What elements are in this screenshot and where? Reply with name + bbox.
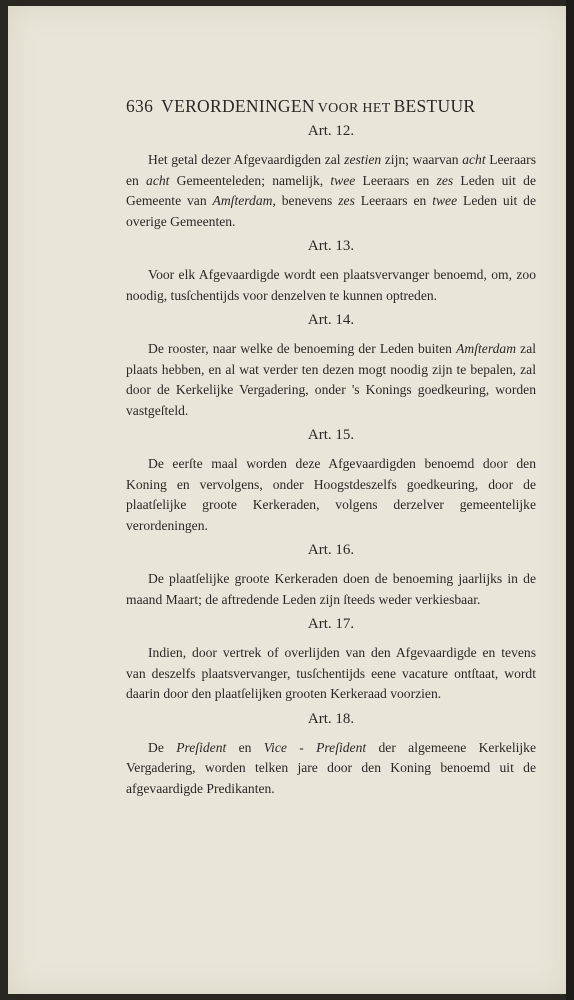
running-head xyxy=(126,96,536,117)
article-text xyxy=(126,454,536,536)
article-heading: Art. 12. xyxy=(307,123,355,139)
article-text xyxy=(126,569,536,610)
text-run: De eerſte maal worden deze Afgevaardigden benoemd door den Koning en vervolgens, onder Hoogstdeszelfs goedkeuring, door de plaatſelijke groote Kerkeraden, volgens derzelver gemeentelijke verordeningen. xyxy=(126,456,536,533)
italic-term: Amſterdam xyxy=(456,341,517,356)
article-heading: Art. 16. xyxy=(307,542,355,558)
italic-term: acht xyxy=(462,152,486,167)
articles xyxy=(126,123,536,799)
text-run: , benevens xyxy=(272,193,339,208)
italic-term: twee xyxy=(330,172,356,188)
article-text xyxy=(126,643,536,705)
article-heading: Art. 17. xyxy=(307,616,355,632)
article-heading: Art. 14. xyxy=(307,312,355,328)
text-run: Het getal dezer Afgevaardigden zal xyxy=(148,152,345,167)
article-heading: Art. 18. xyxy=(307,710,355,727)
text-run: Gemeenteleden; namelijk, xyxy=(169,172,331,188)
italic-term: Preſident xyxy=(176,739,227,755)
article-text xyxy=(126,150,536,232)
article-text xyxy=(126,265,536,306)
italic-term: zes xyxy=(338,193,355,208)
text-run: zijn; waarvan xyxy=(381,152,463,167)
page-content xyxy=(126,96,536,805)
header-title-a: VERORDENINGEN xyxy=(161,96,315,116)
text-run: en xyxy=(226,739,264,755)
text-run: Voor elk Afgevaardigde wordt een plaatsvervanger benoemd, om, zoo noodig, tusſchentijds voor denzelven te kunnen optreden. xyxy=(126,267,536,303)
text-run: zal plaats hebben, en al wat verder ten dezen mogt noodig zijn te bepalen, zal door de Kerkelijke Vergadering, onder 's Konings goedkeuring, worden vastgeſteld. xyxy=(126,341,537,418)
header-title-b: VOOR HET xyxy=(317,101,391,116)
text-run: Indien, door vertrek of overlijden van den Afgevaardigde en tevens van deszelfs plaatsvervanger, tusſchentijds eene vacature ontſtaat, wordt daarin door den plaatſelijken grooten Kerkeraad voorzien. xyxy=(126,645,536,701)
text-run: Leeraars en xyxy=(355,172,437,188)
article-heading: Art. 13. xyxy=(307,238,355,254)
text-run: der algemeene Kerkelijke Vergadering, worden telken jare door den Koning benoemd uit de afgevaardigde Predikanten. xyxy=(126,739,536,796)
italic-term: twee xyxy=(432,193,458,208)
text-run: De xyxy=(148,739,177,755)
italic-term: Amſterdam xyxy=(212,193,273,208)
text-run: Leden uit de Gemeente van xyxy=(126,172,536,208)
book-page xyxy=(8,6,566,994)
article-text xyxy=(126,339,536,421)
italic-term: zes xyxy=(436,172,454,188)
article-heading: Art. 15. xyxy=(307,427,355,443)
italic-term: Vice - Preſident xyxy=(263,739,367,755)
page-number: 636 xyxy=(126,96,154,116)
text-run: Leeraars en xyxy=(354,193,433,208)
header-title-c: BESTUUR xyxy=(393,96,476,116)
text-run: Leeraars en xyxy=(126,152,536,188)
book-spine-edge xyxy=(566,0,574,1000)
italic-term: acht xyxy=(146,172,170,188)
text-run: De plaatſelijke groote Kerkeraden doen de benoeming jaarlijks in de maand Maart; de aftredende Leden zijn ſteeds weder verkiesbaar. xyxy=(126,571,536,607)
text-run: Leden uit de overige Gemeenten. xyxy=(126,193,537,229)
italic-term: zestien xyxy=(344,152,382,167)
text-run: De rooster, naar welke de benoeming der Leden buiten xyxy=(148,341,457,356)
article-text xyxy=(126,738,536,800)
